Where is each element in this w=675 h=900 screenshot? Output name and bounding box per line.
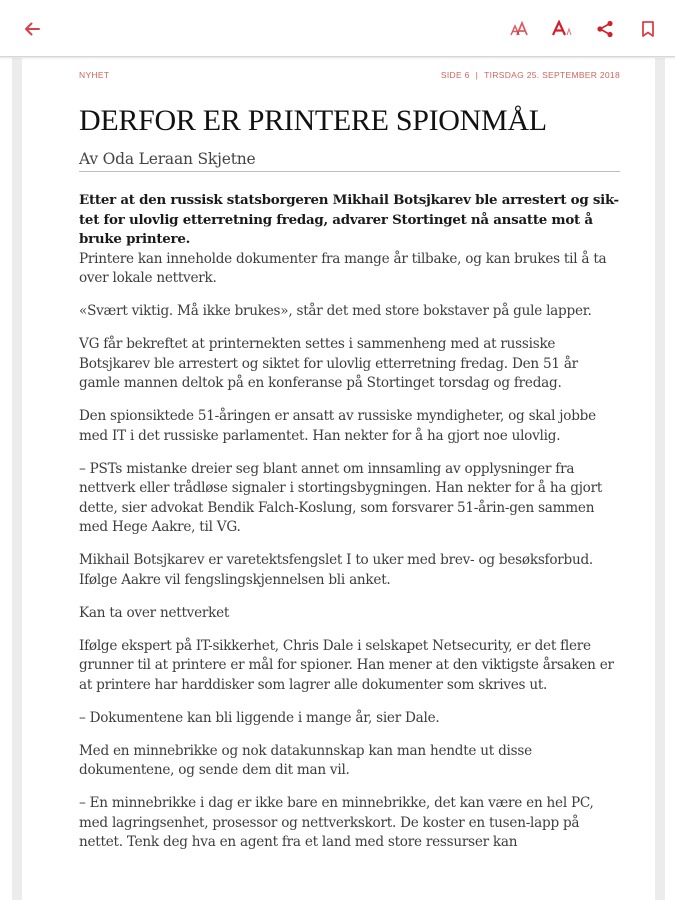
paragraph: Ifølge ekspert på IT-sikkerhet, Chris Dale i selskapet Netsecurity, er det flere grunner til at printere er mål for spioner. Han mener at den viktigste årsaken er at printere har harddisker som lagrer alle dokumenter som skrives ut.: [79, 637, 614, 693]
text-size-increase-icon: [552, 20, 574, 38]
paragraph: VG får bekreftet at printernekten settes i sammenheng med at russiske Botsjkarev ble arrestert og siktet for ulovlig etterretning fredag. Den 51 år gamle mannen deltok på en konferanse på Stortinget torsdag og fredag.: [79, 336, 578, 391]
article-meta: [79, 70, 620, 80]
decrease-text-size-button[interactable]: [505, 14, 535, 44]
text-size-decrease-icon: [509, 20, 531, 38]
bookmark-button[interactable]: [633, 14, 663, 44]
paragraph: Den spionsiktede 51-åringen er ansatt av russiske myndigheter, og skal jobbe med IT i det russiske parlamentet. Han nekter for å ha gjort noe ulovlig.: [79, 408, 596, 444]
paragraph: – En minnebrikke i dag er ikke bare en minnebrikke, det kan være en hel PC, med lagringsenhet, prosessor og nettverkskort. De koster en tusen-lapp på nettet. Tenk deg hva en agent fra et land med store ressurser kan: [79, 795, 594, 850]
paragraph: Printere kan inneholde dokumenter fra mange år tilbake, og kan brukes til å ta over lokale nettverk.: [79, 250, 607, 286]
publish-date: TIRSDAG 25. SEPTEMBER 2018: [484, 70, 620, 80]
lead-paragraph: Etter at den russisk statsborgeren Mikhail Botsjkarev ble arrestert og sik-tet for ulovlig etterretning fredag, advarer Stortinget nå ansatte mot å bruke printere.: [79, 192, 619, 247]
arrow-left-icon: [23, 20, 41, 38]
headline: DERFOR ER PRINTERE SPIONMÅL: [79, 104, 547, 137]
page-edge-left: [12, 58, 22, 900]
article-page[interactable]: [22, 58, 655, 900]
page-date-info: [441, 70, 620, 80]
article-body: [79, 191, 620, 866]
paragraph: «Svært viktig. Må ikke brukes», står det med store bokstaver på gule lapper.: [79, 303, 592, 319]
section-label: NYHET: [79, 70, 110, 80]
increase-text-size-button[interactable]: [548, 14, 578, 44]
paragraph: – PSTs mistanke dreier seg blant annet om innsamling av opplysninger fra nettverk eller trådløse signaler i stortingsbygningen. Han nekter for å ha gjort dette, sier advokat Bendik Falch-Koslung, som forsvarer 51-årin-gen sammen med Hege Aakre, til VG.: [79, 460, 603, 535]
back-button[interactable]: [17, 14, 47, 44]
paragraph: Med en minnebrikke og nok datakunnskap kan man hendte ut disse dokumentene, og sende dem dit man vil.: [79, 742, 532, 778]
share-icon: [596, 20, 614, 38]
subheading: Kan ta over nettverket: [79, 604, 230, 621]
top-app-bar: [0, 0, 675, 57]
meta-separator: |: [475, 70, 479, 80]
paragraph: – Dokumentene kan bli liggende i mange år, sier Dale.: [79, 709, 440, 726]
page-edge-right: [655, 58, 665, 900]
page-number: SIDE 6: [440, 70, 470, 80]
bookmark-icon: [640, 20, 656, 38]
paragraph: Mikhail Botsjkarev er varetektsfengslet I to uker med brev- og besøksforbud. Ifølge Aakre vil fengslingskjennelsen bli anket.: [79, 552, 593, 588]
share-button[interactable]: [590, 14, 620, 44]
byline: Av Oda Leraan Skjetne: [79, 150, 620, 172]
